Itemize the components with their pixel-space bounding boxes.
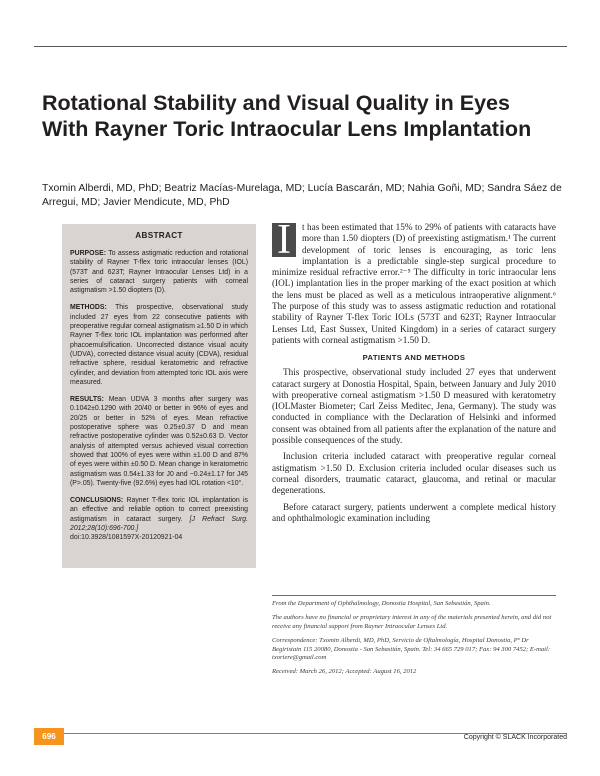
conclusions-label: CONCLUSIONS:	[70, 497, 124, 505]
footnote-department: From the Department of Ophthalmology, Donostia Hospital, San Sebastián, Spain.	[272, 600, 491, 607]
purpose-label: PURPOSE:	[70, 250, 106, 257]
intro-paragraph	[272, 217, 556, 346]
methods-text: This prospective, observational study included 27 eyes from 22 consecutive patients with preoperative regular corneal astigmatism ≥1.50 D in which Rayner T-flex toric IOL implantation was performed after phacoemulsification. Uncorrected distance visual acuity (UDVA), corrected distance visual acuity (CDVA), residual refractive sphere, residual keratometric and refractive cylinder, and deviation from attempted toric IOL axis were measured.	[70, 304, 248, 386]
results-label: RESULTS:	[70, 396, 104, 404]
footnote-disclosure: The authors have no financial or proprietary interest in any of the materials presented herein, and did not receive any financial support from Rayner Intraocular Lenses Ltd.	[272, 614, 552, 630]
intro-text: t has been estimated that 15% to 29% of patients with cataracts have more than 1.50 diopters (D) of preexisting astigmatism.¹ The current development of toric lenses is encouraging, as toric lens implantation is a predictable single-step surgical procedure to minimize residual refractive error.²⁻⁵ The difficulty in toric intraocular lens (IOL) implantation lies in the proper marking of the exact position at which the lens must be placed as well as a meticulous intraoperative alignment.⁶ The purpose of this study was to assess astigmatic reduction and rotational stability of Rayner T-flex Toric IOLs (573T and 623T; Rayner Intraocular Lenses Ltd, East Sussex, United Kingdom) in a series of cataract surgery patients with corneal astigmatism >1.50 D.	[272, 222, 556, 345]
footnotes	[272, 600, 556, 683]
main-column	[272, 217, 556, 524]
purpose-text: To assess astigmatic reduction and rotational stability of Rayner T-flex toric intraocular lenses (IOL) (573T and 623T; Rayner Intraocular Lenses Ltd) in a series of cataract surgery patients with corneal astigmatism >1.50 diopters (D).	[70, 250, 248, 295]
footnote-rule	[272, 595, 556, 596]
methods-label: METHODS:	[70, 304, 107, 312]
methods-paragraph-3: Before cataract surgery, patients underwent a complete medical history and ophthalmologic examination including	[272, 501, 556, 523]
methods-paragraph-1: This prospective, observational study included 27 eyes that underwent cataract surgery at Donostia Hospital, Spain, between January and July 2010 with preoperative corneal astigmatism >1.50 D measured with keratometry (IOLMaster Biometer; Carl Zeiss Meditec, Jena, Germany). The study was conducted in compliance with the Declaration of Helsinki and informed consent was obtained from all patients after the explanation of the nature and possible consequences of the study.	[272, 367, 556, 446]
abstract-methods	[70, 303, 248, 387]
abstract-heading: ABSTRACT	[135, 231, 183, 240]
abstract-purpose	[70, 249, 248, 295]
page-number: 696	[34, 728, 64, 745]
doi: doi:10.3928/1081597X-20120921-04	[70, 534, 183, 542]
drop-cap: I	[272, 223, 296, 257]
author-list: Txomin Alberdi, MD, PhD; Beatriz Macías-Murelaga, MD; Lucía Bascarán, MD; Nahia Goñi, MD; Sandra Sáez de Arregui, MD; Javier Mendicute, MD, PhD	[42, 183, 562, 208]
conclusions-text: Rayner T-flex toric IOL implantation is an effective and reliable option to correct preexisting astigmatism in cataract surgery.	[70, 497, 248, 523]
copyright: Copyright © SLACK Incorporated	[463, 734, 567, 741]
abstract-conclusions	[70, 496, 248, 542]
article-title: Rotational Stability and Visual Quality in Eyes With Rayner Toric Intraocular Lens Implantation	[42, 91, 532, 141]
footnote-dates: Received: March 26, 2012; Accepted: August 16, 2012	[272, 668, 417, 676]
citation: [J Refract Surg. 2012;28(10):696-700.]	[70, 515, 248, 533]
results-text: Mean UDVA 3 months after surgery was 0.1042±0.1290 with 20/40 or better in 96% of eyes and 20/25 or better in 52% of eyes. Mean refractive postoperative sphere was 0.25±0.37 D and mean refractive postoperative cylinder was 0.52±0.63 D. Vector analysis of attempted versus achieved visual correction showed that 100% of eyes were within ±1.00 D and 87% of eyes were within ±0.50 D. Mean change in keratometric astigmatism was 0.54±1.33 for J0 and −0.24±1.17 for J45 (P>.05). Twenty-five (92.6%) eyes had IOL rotation <10°.	[70, 396, 248, 487]
abstract-results	[70, 395, 248, 488]
footnote-correspondence: Correspondence: Txomin Alberdi, MD, PhD, Servicio de Oftalmología, Hospital Donostia, Pº Dr Begiristain 115 20080, Donostia - San Sebastián, Spain. Tel: 34 665 729 017; Fax: 94 300 7452; E-mail: txoriere@gmail.com	[272, 637, 551, 662]
abstract-box	[62, 224, 256, 568]
header-rule	[34, 46, 567, 47]
section-heading: PATIENTS AND METHODS	[362, 353, 466, 363]
methods-paragraph-2: Inclusion criteria included cataract with preoperative regular corneal astigmatism >1.50 D. Exclusion criteria included ocular diseases such us corneal disorders, traumatic cataract, glaucoma, and retinal or macular degenerations.	[272, 451, 556, 496]
